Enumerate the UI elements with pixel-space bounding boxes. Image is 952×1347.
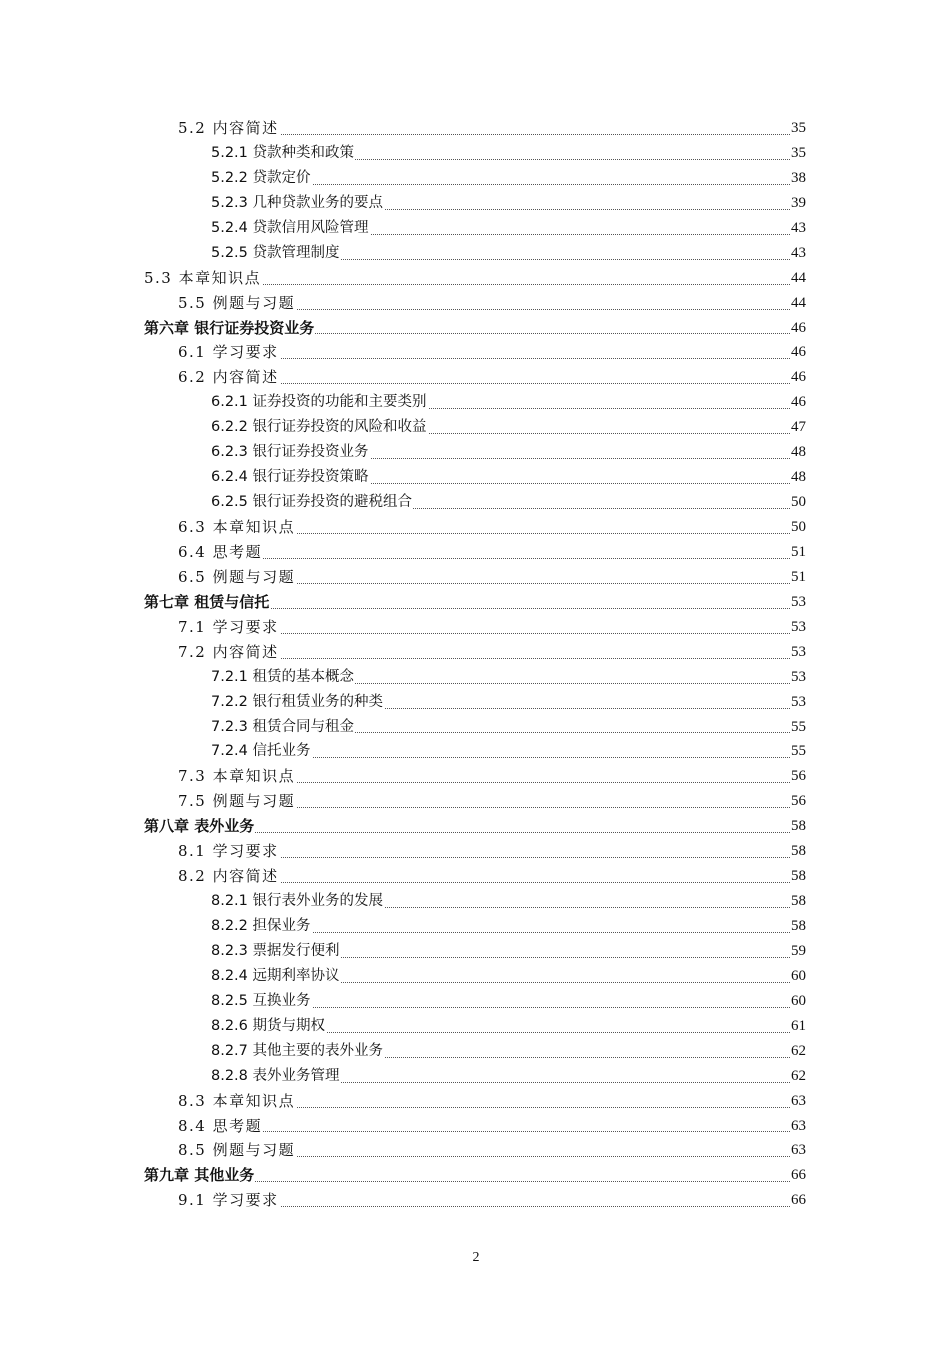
toc-entry[interactable]: [0, 116, 952, 141]
toc-entry-page: 58: [790, 814, 806, 839]
toc-entry[interactable]: [0, 266, 952, 291]
toc-entry-page: 51: [790, 565, 806, 590]
toc-entry-page: 48: [790, 440, 806, 465]
toc-entry-title: 5.2.1 贷款种类和政策: [211, 141, 355, 166]
toc-entry-title: 7.2 内容简述: [178, 640, 280, 665]
toc-entry-page: 66: [790, 1163, 806, 1188]
toc-entry[interactable]: [0, 640, 952, 665]
toc-entry-page: 39: [790, 191, 806, 216]
toc-entry-page: 50: [790, 515, 806, 540]
toc-entry-title: 5.2 内容简述: [178, 116, 280, 141]
toc-entry-title: 第八章 表外业务: [144, 814, 255, 839]
toc-entry-page: 66: [790, 1188, 806, 1213]
toc-entry-title: 8.2.5 互换业务: [211, 989, 312, 1014]
toc-entry-page: 53: [790, 665, 806, 690]
toc-entry-page: 53: [790, 590, 806, 615]
toc-entry-page: 46: [790, 316, 806, 341]
toc-entry-title: 6.2.3 银行证券投资业务: [211, 440, 370, 465]
toc-entry[interactable]: [0, 465, 952, 490]
toc-entry[interactable]: [0, 615, 952, 640]
toc-entry[interactable]: [0, 739, 952, 764]
toc-entry-page: 55: [790, 739, 806, 764]
toc-entry-title: 5.2.5 贷款管理制度: [211, 241, 341, 266]
toc-entry[interactable]: [0, 166, 952, 191]
toc-entry-title: 8.5 例题与习题: [178, 1138, 296, 1163]
toc-entry[interactable]: [0, 789, 952, 814]
toc-entry-page: 43: [790, 216, 806, 241]
toc-entry-page: 58: [790, 839, 806, 864]
toc-entry-title: 6.2.2 银行证券投资的风险和收益: [211, 415, 428, 440]
toc-entry-page: 63: [790, 1114, 806, 1139]
toc-entry-title: 7.2.4 信托业务: [211, 739, 312, 764]
toc-entry-page: 59: [790, 939, 806, 964]
toc-entry[interactable]: [0, 191, 952, 216]
dot-leader: [178, 558, 806, 559]
toc-entry-title: 第九章 其他业务: [144, 1163, 255, 1188]
toc-entry-title: 7.2.3 租赁合同与租金: [211, 715, 355, 740]
toc-entry-page: 61: [790, 1014, 806, 1039]
toc-entry-page: 60: [790, 964, 806, 989]
toc-entry-page: 46: [790, 390, 806, 415]
toc-entry-page: 63: [790, 1138, 806, 1163]
toc-entry-page: 62: [790, 1064, 806, 1089]
toc-entry-title: 6.5 例题与习题: [178, 565, 296, 590]
toc-entry[interactable]: [0, 1014, 952, 1039]
toc-entry-title: 第七章 租赁与信托: [144, 590, 270, 615]
toc-entry-title: 8.2.7 其他主要的表外业务: [211, 1039, 384, 1064]
toc-entry-title: 6.2 内容简述: [178, 365, 280, 390]
toc-entry-title: 8.2.6 期货与期权: [211, 1014, 326, 1039]
toc-entry[interactable]: [0, 515, 952, 540]
toc-entry[interactable]: [0, 964, 952, 989]
toc-entry-title: 5.2.2 贷款定价: [211, 166, 312, 191]
toc-entry[interactable]: [0, 490, 952, 515]
toc-entry[interactable]: [0, 1089, 952, 1114]
toc-entry-page: 56: [790, 764, 806, 789]
toc-entry[interactable]: [0, 690, 952, 715]
table-of-contents: [0, 116, 952, 1213]
toc-entry[interactable]: [0, 340, 952, 365]
toc-entry[interactable]: [0, 839, 952, 864]
toc-entry-title: 6.2.4 银行证券投资策略: [211, 465, 370, 490]
toc-entry[interactable]: [0, 989, 952, 1014]
toc-entry-title: 5.2.4 贷款信用风险管理: [211, 216, 370, 241]
toc-entry[interactable]: [0, 814, 952, 839]
toc-entry-title: 8.4 思考题: [178, 1114, 263, 1139]
toc-entry[interactable]: [0, 1064, 952, 1089]
toc-entry-title: 6.3 本章知识点: [178, 515, 296, 540]
toc-entry[interactable]: [0, 1163, 952, 1188]
toc-entry[interactable]: [0, 141, 952, 166]
toc-entry-page: 58: [790, 889, 806, 914]
toc-entry[interactable]: [0, 415, 952, 440]
toc-entry[interactable]: [0, 440, 952, 465]
toc-entry-title: 5.3 本章知识点: [144, 266, 262, 291]
toc-entry-page: 58: [790, 914, 806, 939]
toc-entry[interactable]: [0, 939, 952, 964]
toc-entry-page: 44: [790, 291, 806, 316]
toc-entry-page: 46: [790, 340, 806, 365]
toc-entry-title: 8.2 内容简述: [178, 864, 280, 889]
toc-entry[interactable]: [0, 241, 952, 266]
toc-entry-title: 7.5 例题与习题: [178, 789, 296, 814]
toc-entry-title: 6.2.5 银行证券投资的避税组合: [211, 490, 413, 515]
toc-entry-title: 7.1 学习要求: [178, 615, 280, 640]
toc-entry-page: 44: [790, 266, 806, 291]
toc-entry[interactable]: [0, 889, 952, 914]
toc-entry-page: 63: [790, 1089, 806, 1114]
toc-entry[interactable]: [0, 390, 952, 415]
dot-leader: [178, 1131, 806, 1132]
toc-entry[interactable]: [0, 914, 952, 939]
toc-entry-title: 第六章 银行证券投资业务: [144, 316, 315, 341]
toc-entry[interactable]: [0, 1138, 952, 1163]
toc-entry-page: 35: [790, 116, 806, 141]
page-number: 2: [472, 1250, 480, 1265]
toc-entry[interactable]: [0, 665, 952, 690]
toc-entry-title: 7.2.1 租赁的基本概念: [211, 665, 355, 690]
toc-entry-page: 46: [790, 365, 806, 390]
toc-entry-title: 9.1 学习要求: [178, 1188, 280, 1213]
toc-entry-title: 7.3 本章知识点: [178, 764, 296, 789]
toc-entry[interactable]: [0, 565, 952, 590]
toc-entry-page: 47: [790, 415, 806, 440]
toc-entry-page: 48: [790, 465, 806, 490]
toc-entry[interactable]: [0, 1114, 952, 1139]
toc-entry-page: 53: [790, 640, 806, 665]
toc-entry-title: 5.5 例题与习题: [178, 291, 296, 316]
toc-entry[interactable]: [0, 864, 952, 889]
toc-entry-title: 7.2.2 银行租赁业务的种类: [211, 690, 384, 715]
toc-entry-title: 5.2.3 几种贷款业务的要点: [211, 191, 384, 216]
toc-entry-page: 43: [790, 241, 806, 266]
toc-entry-title: 6.2.1 证券投资的功能和主要类别: [211, 390, 428, 415]
toc-entry-title: 8.2.4 远期利率协议: [211, 964, 341, 989]
toc-entry-page: 62: [790, 1039, 806, 1064]
toc-entry[interactable]: [0, 1188, 952, 1213]
toc-entry-page: 53: [790, 615, 806, 640]
toc-entry-page: 51: [790, 540, 806, 565]
toc-entry-title: 8.3 本章知识点: [178, 1089, 296, 1114]
toc-entry[interactable]: [0, 590, 952, 615]
toc-entry-title: 8.2.1 银行表外业务的发展: [211, 889, 384, 914]
toc-entry-title: 8.1 学习要求: [178, 839, 280, 864]
toc-entry-title: 8.2.3 票据发行便利: [211, 939, 341, 964]
toc-entry[interactable]: [0, 1039, 952, 1064]
toc-entry-page: 53: [790, 690, 806, 715]
toc-entry-title: 8.2.2 担保业务: [211, 914, 312, 939]
toc-entry[interactable]: [0, 764, 952, 789]
toc-entry-page: 50: [790, 490, 806, 515]
toc-entry[interactable]: [0, 316, 952, 341]
toc-entry-page: 58: [790, 864, 806, 889]
toc-entry-title: 8.2.8 表外业务管理: [211, 1064, 341, 1089]
toc-entry-page: 38: [790, 166, 806, 191]
toc-entry-page: 60: [790, 989, 806, 1014]
toc-entry-page: 35: [790, 141, 806, 166]
toc-entry[interactable]: [0, 216, 952, 241]
toc-entry[interactable]: [0, 540, 952, 565]
toc-entry-page: 55: [790, 715, 806, 740]
toc-entry[interactable]: [0, 365, 952, 390]
toc-entry-title: 6.4 思考题: [178, 540, 263, 565]
toc-entry-title: 6.1 学习要求: [178, 340, 280, 365]
toc-entry[interactable]: [0, 715, 952, 740]
toc-entry[interactable]: [0, 291, 952, 316]
toc-entry-page: 56: [790, 789, 806, 814]
